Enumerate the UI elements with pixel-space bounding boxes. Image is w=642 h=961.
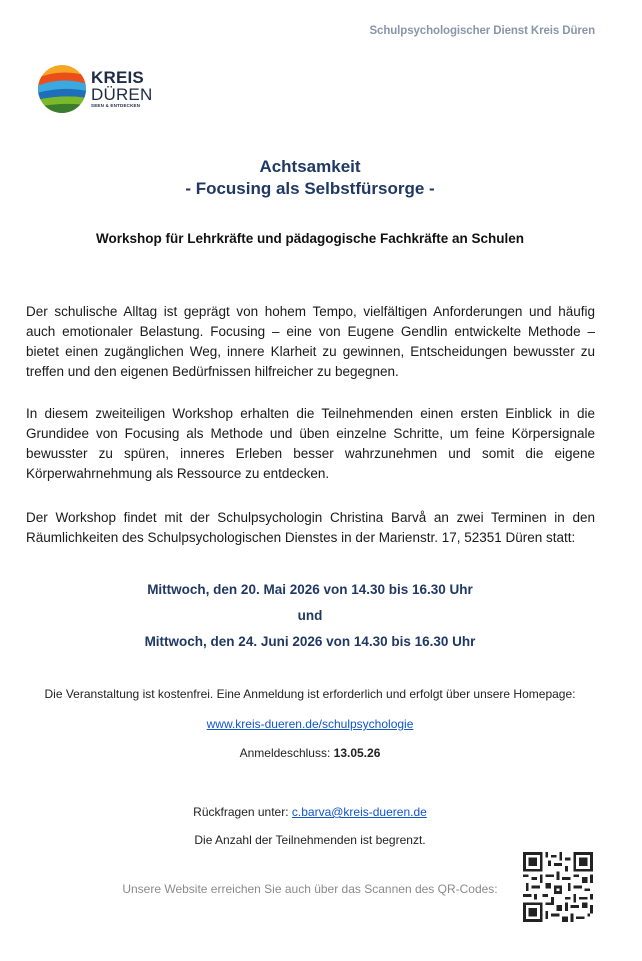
date-second: Mittwoch, den 24. Juni 2026 von 14.30 bis 16.30 Uhr (144, 634, 476, 649)
homepage-link[interactable]: www.kreis-dueren.de/schulpsychologie (206, 717, 414, 731)
organization-header: Schulpsychologischer Dienst Kreis Düren (369, 25, 595, 37)
registration-deadline (0, 745, 620, 761)
logo-text-kreis: KREIS (91, 68, 144, 88)
email-link[interactable]: c.barva@kreis-dueren.de (291, 805, 427, 819)
logo-text-dueren: DÜREN (91, 85, 153, 105)
deadline-label: Anmeldeschluss: (239, 746, 334, 760)
title-sub: - Focusing als Selbstfürsorge - (185, 179, 435, 198)
qr-code-icon[interactable] (523, 852, 593, 922)
limited-participants-note: Die Anzahl der Teilnehmenden ist begrenzt. (194, 833, 426, 847)
logo-tagline: SEEN & ENTDECKEN (91, 103, 141, 109)
questions-row (0, 804, 620, 820)
qr-code-caption: Unsere Website erreichen Sie auch über das Scannen des QR-Codes: (122, 882, 498, 896)
paragraph-workshop: In diesem zweiteiligen Workshop erhalten die Teilnehmenden einen ersten Einblick in die Grundidee von Focusing als Methode und üben einzelne Schritte, um feine Körpersignale bewusster zu spüren, inneres Erleben besser wahrzunehmen und somit die eigene Körperwahrnehmung als Ressource zu entdecken. (26, 406, 595, 481)
kreis-dueren-logo-icon (37, 64, 87, 114)
kreis-dueren-logo (37, 64, 152, 114)
registration-info: Die Veranstaltung ist kostenfrei. Eine Anmeldung ist erforderlich und erfolgt über unsere Homepage: (44, 687, 576, 701)
date-and: und (297, 608, 323, 623)
questions-label: Rückfragen unter: (193, 805, 292, 819)
dates-block (0, 577, 620, 655)
deadline-value: 13.05.26 (333, 746, 381, 760)
workshop-subtitle: Workshop für Lehrkräfte und pädagogische Fachkräfte an Schulen (95, 231, 525, 246)
paragraph-intro: Der schulische Alltag ist geprägt von hohem Tempo, vielfältigen Anforderungen und häufig auch emotionaler Belastung. Focusing – eine von Eugene Gendlin entwickelte Methode – bietet einen zugänglichen Weg, innere Klarheit zu gewinnen, Entscheidungen bewusster zu treffen und den eigenen Bedürfnissen hilfreicher zu begegnen. (26, 304, 595, 379)
title-main: Achtsamkeit (259, 157, 361, 176)
date-first: Mittwoch, den 20. Mai 2026 von 14.30 bis 16.30 Uhr (147, 582, 473, 597)
paragraph-location: Der Workshop findet mit der Schulpsychologin Christina Barvå an zwei Terminen in den Räumlichkeiten des Schulpsychologischen Dienstes in der Marienstr. 17, 52351 Düren statt: (26, 510, 595, 545)
homepage-link-row (0, 716, 620, 732)
title-block (0, 156, 620, 200)
